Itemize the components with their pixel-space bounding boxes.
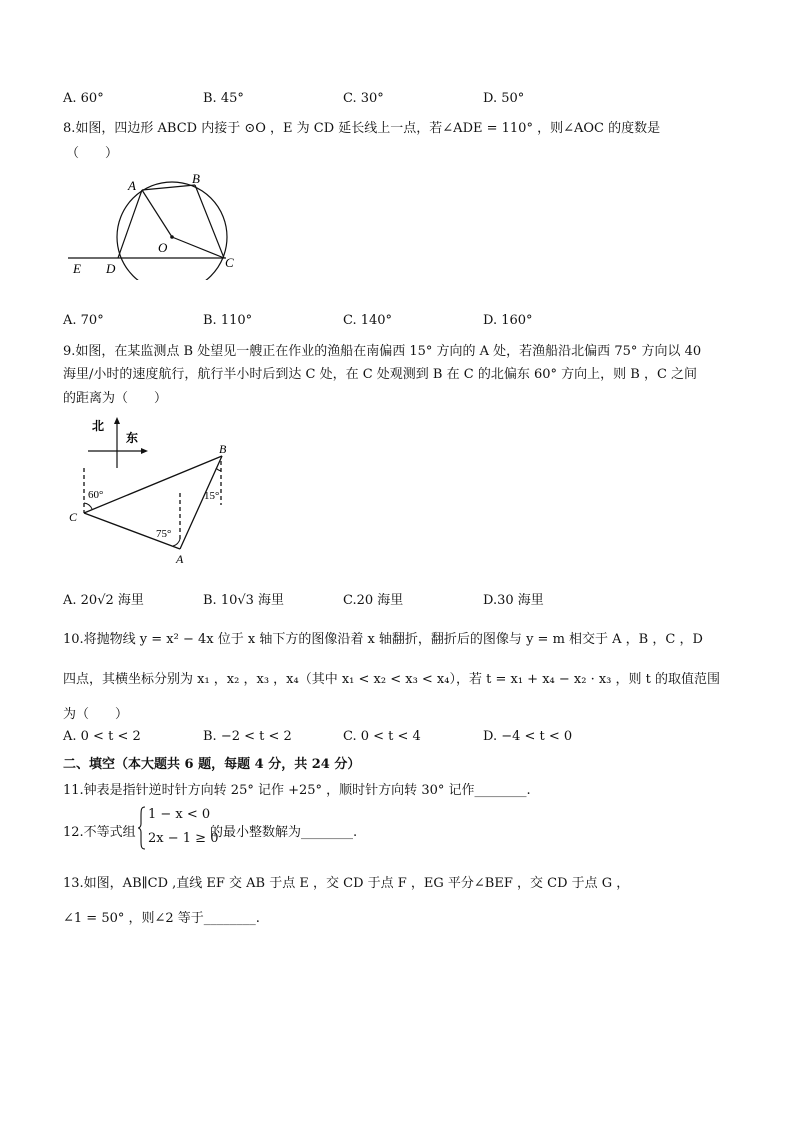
center-point	[170, 235, 174, 239]
segment-cb	[84, 456, 222, 513]
q12-suffix: 的最小整数解为________.	[210, 825, 358, 840]
q9-navigation-figure	[60, 413, 250, 568]
q8-circle-figure	[60, 170, 250, 280]
north-arrow-icon	[114, 417, 120, 424]
q9-option-a: A. 20√2 海里	[63, 593, 144, 608]
q10-line1: 10.将抛物线 y = x² − 4x 位于 x 轴下方的图像沿着 x 轴翻折，翻折后的图像与 y = m 相交于 A ，B ，C ，D	[63, 632, 703, 647]
segment-ao	[142, 190, 172, 237]
label-east: 东	[126, 431, 139, 445]
segment-ad	[118, 190, 142, 258]
q8-option-c: C. 140°	[343, 313, 393, 328]
label-b: B	[219, 442, 227, 456]
q9-line1: 9.如图，在某监测点 B 处望见一艘正在作业的渔船在南偏西 15° 方向的 A 处，若渔船沿北偏西 75° 方向以 40	[63, 344, 702, 359]
q7-option-c: C. 30°	[343, 91, 384, 106]
q10-line2: 四点，其横坐标分别为 x₁ ，x₂ ，x₃ ，x₄（其中 x₁ < x₂ < x₃ < x₄），若 t = x₁ + x₄ − x₂ · x₃ ，则 t 的取值范围	[63, 672, 720, 687]
q11-text: 11.钟表是指针逆时针方向转 25° 记作 +25° ，顺时针方向转 30° 记作________.	[63, 783, 531, 798]
q13-line2: ∠1 = 50° ，则∠2 等于________.	[63, 911, 260, 926]
q7-option-a: A. 60°	[63, 91, 104, 106]
q8-text: 8.如图，四边形 ABCD 内接于 ⊙O ，E 为 CD 延长线上一点，若∠ADE = 110° ，则∠AOC 的度数是	[63, 121, 661, 136]
label-o: O	[158, 240, 168, 255]
east-arrow-icon	[141, 448, 148, 454]
q9-line3: 的距离为（ ）	[63, 391, 168, 406]
q8-option-a: A. 70°	[63, 313, 104, 328]
label-angle-15: 15°	[204, 490, 220, 502]
section-heading: 二、填空（本大题共 6 题，每题 4 分，共 24 分）	[63, 757, 361, 772]
q8-option-d: D. 160°	[483, 313, 533, 328]
q10-option-a: A. 0 < t < 2	[63, 729, 141, 744]
q10-option-d: D. −4 < t < 0	[483, 729, 573, 744]
q8-answer-blank: （ ）	[66, 146, 119, 161]
q9-option-d: D.30 海里	[483, 593, 544, 608]
q7-option-b: B. 45°	[203, 91, 244, 106]
q12-inequality-1: 1 − x < 0	[148, 807, 211, 822]
label-a: A	[128, 178, 136, 193]
segment-ab	[180, 456, 222, 549]
label-d: D	[106, 261, 116, 276]
q10-option-c: C. 0 < t < 4	[343, 729, 421, 744]
arc-75	[173, 539, 180, 546]
q12-prefix: 12.不等式组	[63, 825, 136, 840]
q9-option-b: B. 10√3 海里	[203, 593, 285, 608]
q9-line2: 海里/小时的速度航行，航行半小时后到达 C 处，在 C 处观测到 B 在 C 的北偏东 60° 方向上，则 B ，C 之间	[63, 367, 698, 382]
q13-line1: 13.如图，AB∥CD ,直线 EF 交 AB 于点 E ，交 CD 于点 F ，EG 平分∠BEF ，交 CD 于点 G ，	[63, 876, 630, 891]
label-north: 北	[92, 419, 105, 433]
q10-option-b: B. −2 < t < 2	[203, 729, 292, 744]
label-b: B	[192, 171, 200, 186]
segment-oc	[172, 237, 224, 258]
label-c: C	[225, 255, 234, 270]
arc-60	[84, 503, 92, 509]
label-c: C	[69, 510, 78, 524]
q9-option-c: C.20 海里	[343, 593, 404, 608]
circle-o	[117, 182, 227, 280]
q10-line3: 为（ ）	[63, 707, 129, 722]
label-angle-75: 75°	[156, 528, 172, 540]
q7-option-d: D. 50°	[483, 91, 525, 106]
q12-inequality-2: 2x − 1 ≥ 0	[148, 831, 219, 846]
label-e: E	[73, 261, 81, 276]
label-angle-60: 60°	[88, 489, 104, 501]
arc-15	[216, 468, 221, 471]
label-a: A	[176, 552, 184, 566]
segment-ab	[142, 185, 195, 190]
q8-option-b: B. 110°	[203, 313, 253, 328]
inequality-system-brace	[137, 806, 147, 850]
